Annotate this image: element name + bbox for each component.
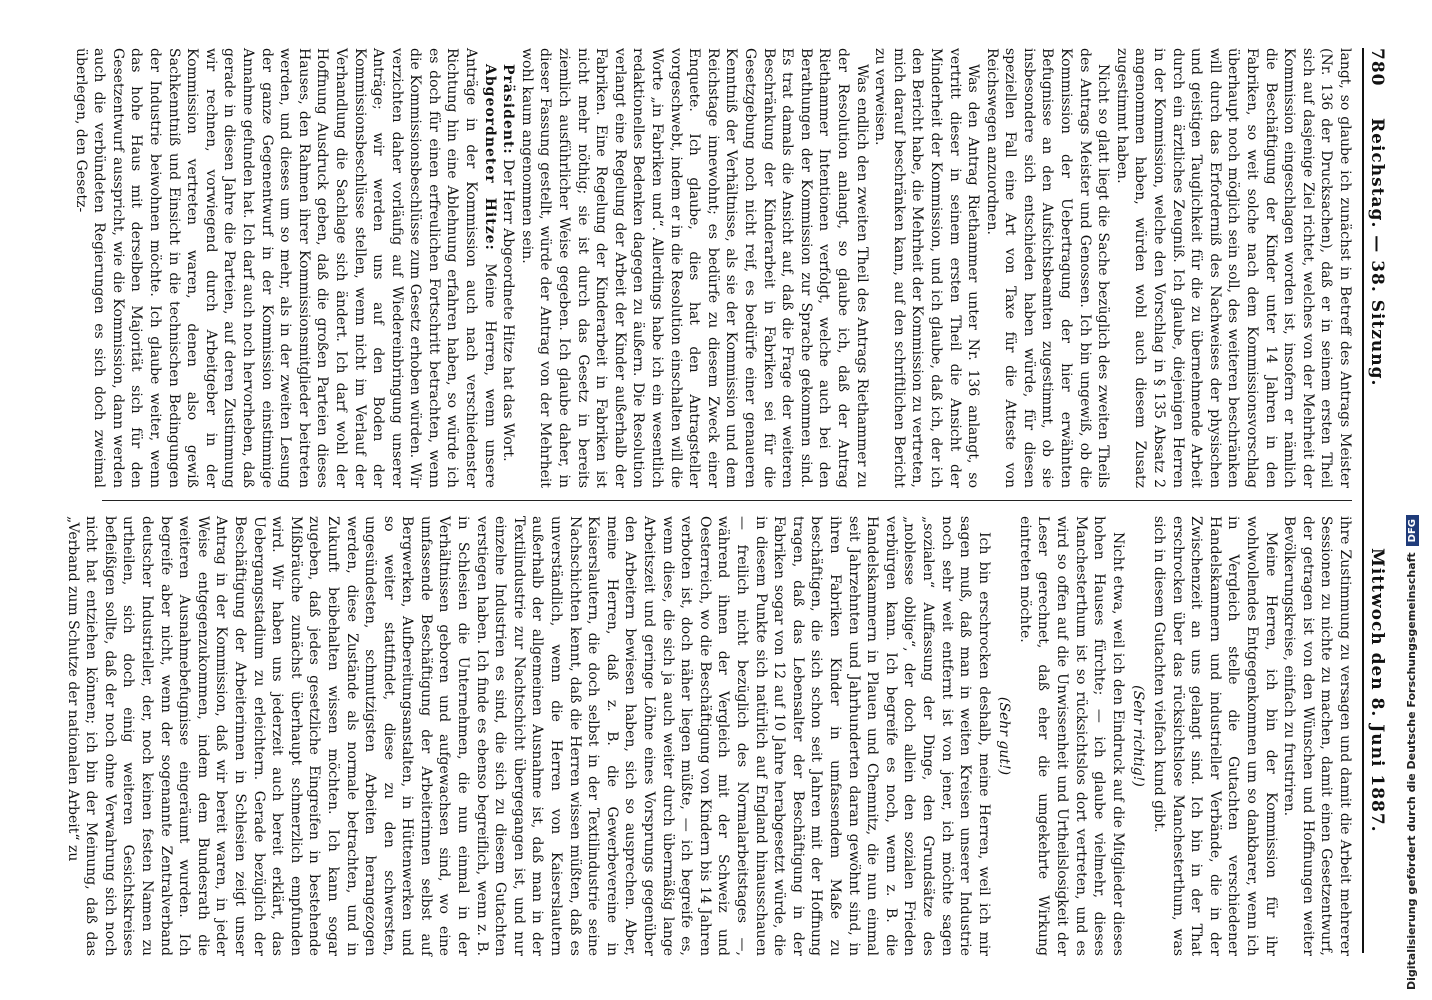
paragraph: Ich bin erschrocken deshalb, meine Herren, weil ich mir sagen muß, daß man in weiten Kreisen unserer Industrie noch sehr weit entfernt ist von jener, ich möchte sagen „sozialen“ Auffassung der Dinge, den Grundsätze des „noblesse oblige“, der doch allein den sozialen Frieden verbürgen kann. Ich begreife es noch, wenn z. B. die Handelskammern in Plauen und Chemnitz, die nun einmal seit Jahrzehnten und Jahrhunderten daran gewöhnt sind, in ihren Fabriken Kinder in umfassendem Maße zu beschäftigen, die sich schon seit Jahren mit der Hoffnung tragen, daß das Lebensalter der Beschäftigung in der Fabriken sogar von 12 auf 10 Jahre herabgesetzt würde, die in diesem Punkte sich natürlich auf England hinausschauen — freilich nicht bezüglich des Normalarbeitstages —, während ihnen der Vergleich mit der Schweiz und Oesterreich, wo die Beschäftigung von Kindern bis 14 Jahren verboten ist, doch näher liegen müßte, — ich begreife es, wenn diese, die sich ja auch weiter durch übermäßig lange Arbeitszeit und geringe Löhne eines Vorsprungs gegenüber den Arbeitern bewiesen haben, sich so ausprechen. Aber, meine Herren, daß z. B. die Gewerbevereine in Kaiserslautern, die doch selbst in der Textilindustrie seine Nachschichten kennt, daß die Herren wissen müßten, daß es unverständlich, wenn die Herren von Kaiserslautern außerhalb der allgemeinen Ausnahme ist, daß man in der Textilindustrie zur Nachtschicht übergegangen ist, und nur einzelne Industrien es sind, die sich zu diesem Gutachten verstiegen haben. Ich finde es ebenso begreiflich, wenn z. B. in Schlesien die Unternehmen, die nun einmal in der Verhältnissen geboren und aufgewachsen sind, wo eine umfassende Beschäftigung der Arbeiterinnen selbst auf Bergwerken, Aufbereitungsanstalten, in Hüttenwerken und so weiter stattfindet, diese zu den schwersten, ungesündesten, schmutzigsten Arbeiten herangezogen werden, diese Zustände als normale betrachten, und in Zukunft beibehalten wissen möchten. Ich kann sogar zugeben, daß jedes gesetzliche Eingreifen in bestehende Mißbräuche zunächst überhaupt schmerzlich empfunden wird. Wir haben uns jederzeit auch bereit erklärt, das Uebergangsstadium zu erleichtern. Gerade bezüglich der Beschäftigung der Arbeiterinnen in Schlesien zeigt unser Antrag in der Kommission, daß wir bereit waren, in jeder Weise entgegenzukommen, indem dem Bundesrath die weiteren Ausnahmebefugnisse eingeräumt wurden. Ich begreife aber nicht, wenn der sogenannte Zentralverband deutscher Industrieller, der, noch keinen festen Namen zu urtheilen, sich doch einig weiteren Gesichtskreises befleißigen sollte, daß der noch ohne Verwahrung sich noch nicht hat entziehen können; ich bin der Meinung, daß das „Verband zum Schutze der nationalen Arbeit“ zu	[64, 516, 992, 956]
interjection: (Sehr richtig!)	[1130, 685, 1147, 787]
paragraph: Was den Antrag Riethammer unter Nr. 136 anlangt, so vertritt dieser in seinem ersten Theil die Ansicht der Minderheit der Kommission, und ich glaube, daß ich, der ich den Bericht habe, die Mehrheit der Kommission zu vertreten, mich darauf beschränken kann, auf den schriftlichen Bericht zu verweisen.	[872, 48, 982, 488]
speech-text: Meine Herren, wenn unsere Anträge in der Kommission auch nach verschiedenster Richtung hin eine Ablehnung erfahren haben, so würde ich es doch für einen erfreulichen Fortschritt betrachten, wenn die Kommissionsbeschlüsse zum Gesetz erhoben würden. Wir verzichten daher vorläufig auf Wiedereinbringung unserer Anträge; wir werden uns auf den Boden der Kommissionsbeschlüsse stellen, wenn nicht im Verlauf der Verhandlung die Sachlage sich ändert. Ich darf wohl der Hoffnung Ausdruck geben, daß die großen Parteien dieses Hauses, den Rahmen ihrer Kommissionsmitglieder beitreten werden, und dieses um so mehr, als in der zweiten Lesung der ganze Gegenentwurf in der Kommission einstimmige Annahme gefunden hat. Ich darf auch noch hervorheben, daß gerade in diesen Jahre die Parteien, auf deren Zustimmung wir rechnen, vorwiegend durch Arbeitgeber in der Kommission vertreten waren, denen also gewiß Sachkenntniß und Einsicht in die technischen Bedingungen der Industrie beiwohnen möchte. Ich glaube weiter, wenn das hohe Haus mit derselben Majorität sich für den Gesetzentwurf ausspricht, wie die Kommission, dann werden auch die verbündeten Regierungen es sich doch zweimal überlegen, den Gesetz-	[72, 48, 498, 488]
credit-text: Digitalisierung gefördert durch die Deutsche Forschungsgemeinschaft	[1405, 552, 1418, 990]
speaker-paragraph	[71, 48, 499, 488]
paragraph: ihre Zustimmung zu versagen und damit die Arbeit mehrerer Sessionen zu nichte zu machen, damit einen Gesetzentwurf, der getragen ist von den Wünschen und Hoffnungen weiter Bevölkerungskreise, einfach zu frustriren.	[1281, 516, 1353, 956]
paragraph: Was endlich den zweiten Theil des Antrags Riethammer zu der Resolution anlangt, so glaube ich, daß der Antrag Riethammer Intentionen verfolgt, welche auch bei den Berathungen der Kommission zur Sprache gekommen sind. Es trat damals die Ansicht auf, daß die Frage der weiteren Beschränkung der Kinderarbeit in Fabriken sei für die Gesetzgebung noch nicht reif, es bedürfe einer genaueren Kenntniß der Verhältnisse, als sie der Kommission und dem Reichstage innewohnt; es bedürfe zu diesem Zweck einer Enquete. Ich glaube, dies hat den Antragsteller vorgeschwebt, indem er in die Resolution einschalten will die Worte „in Fabriken und“. Allerdings habe ich ein wesentlich redaktionelles Bedenken dagegen zu äußern. Die Resolution verlangt eine Regelung der Arbeit der Kinder außerhalb der Fabriken. Eine Regelung der Kinderarbeit in Fabriken ist nicht mehr nöthig; sie ist durch das Gesetz in bereits ziemlich ausführlicher Weise gegeben. Ich glaube daher, in dieser Fassung gestellt, würde der Antrag von der Mehrheit wohl kaum angenommen sein.	[518, 48, 870, 488]
speech-text: Der Herr Abgeordnete Hitze hat das Wort.	[500, 159, 517, 462]
speaker-name: Abgeordneter Hitze:	[481, 64, 498, 251]
paragraph: langt, so glaube ich zunächst in Betreff des Antrags Meister (Nr. 136 der Drucksachen), daß er in seinem ersten Theil sich auf dasjenige Ziel richtet, welches von der Mehrheit der Kommission eingeschlagen worden ist, insofern er nämlich die Beschäftigung der Kinder unter 14 Jahren in den Fabriken, so weit solche nach dem Kommissionsvorschlag überhaupt noch möglich sein soll, des weiteren beschränken will durch das Erforderniß des Nachweises der physischen und geistigen Tauglichkeit für die zu übernehmende Arbeit durch ein ärztliches Zeugniß. Ich glaube, diejenigen Herren in der Kommission, welche den Vorschlag in § 135 Absatz 2 angenommen haben, würden wohl auch diesem Zusatz zugestimmt haben.	[1113, 48, 1353, 488]
interjection: (Sehr gut!)	[996, 696, 1013, 776]
paragraph: Nicht etwa, weil ich den Eindruck auf die Mitglieder dieses hohen Hauses fürchte; — ich glaube vielmehr, dieses Manchesterthum ist so rücksichtslos dort vertreten, und es wird so offen auf die Unwissenheit und Urtheilslosigkeit der Leser gerechnet, daß eher die umgekehrte Wirkung eintreten möchte.	[1016, 516, 1126, 956]
paragraph: Nicht so glatt liegt die Sache bezüglich des zweiten Theils des Antrags Meister und Genossen. Ich bin ungewiß, ob die Kommission der Uebertragung der hier erwähnten Befugnisse an den Aufsichtsbeamten zugestimmt, ob sie insbesondere sich entschieden haben würde, für diesen speziellen Fall eine Art von Taxe für die Atteste von Reichswegen anzuordnen.	[983, 48, 1112, 488]
scanned-page	[52, 0, 1432, 1000]
paragraph: Meine Herren, ich bin der Kommission für ihr wohlwollendes Entgegenkommen um so dankbarer, wenn ich in Vergleich stelle die Gutachten verschiedener Handelskammern und industrieller Verbände, die in der Zwischenzeit an uns gelangt sind. Ich bin in der That erschrocken über das rücksichtslose Manchesterthum, was sich in diesem Gutachten vielfach kund gibt.	[1151, 516, 1279, 956]
digitization-credit	[1405, 515, 1419, 990]
column-divider	[102, 500, 1352, 501]
right-column	[64, 516, 1354, 956]
running-title: Reichstag. — 38. Sitzung.	[1367, 118, 1387, 387]
left-column	[72, 48, 1354, 488]
page-date: Mittwoch den 8. Juni 1887.	[1367, 548, 1387, 833]
page-number: 780	[1367, 48, 1387, 87]
speaker-paragraph	[499, 48, 518, 488]
speaker-name: Präsident:	[500, 64, 517, 155]
page-header	[1362, 48, 1392, 953]
dfg-badge: DFG	[1406, 515, 1419, 546]
